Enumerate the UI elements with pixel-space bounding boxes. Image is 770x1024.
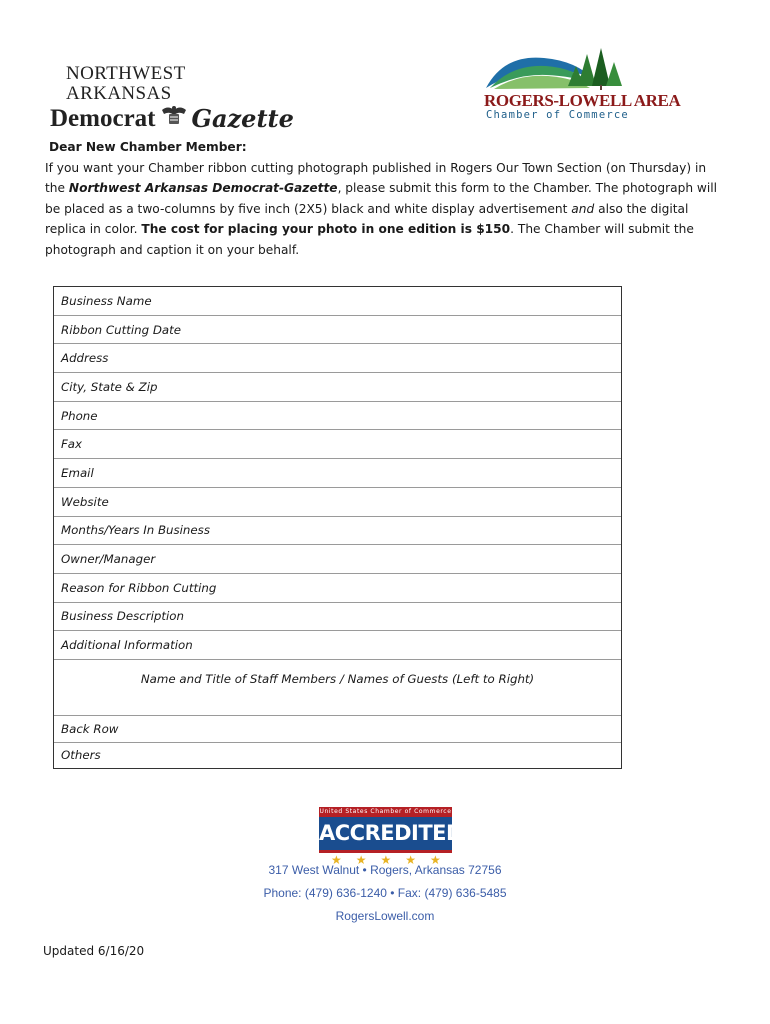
months-years-in-business-field[interactable] [54,517,621,546]
updated-date: Updated 6/16/20 [43,944,145,958]
ribbon-cutting-date-field[interactable] [54,316,621,345]
reason-for-ribbon-cutting-field[interactable] [54,574,621,603]
greeting: Dear New Chamber Member: [49,140,247,154]
newspaper-logo-top: NORTHWEST ARKANSAS [66,63,186,104]
phone-field[interactable] [54,402,621,431]
intro-paragraph [45,158,725,261]
chamber-logo-graphic-icon [482,44,652,94]
field-label: Others [61,748,101,763]
intro-part-2: , please submit this form to the Chamber. The photograph will be placed as a two-columns by five inch (2X5) black and white display advertisement [45,181,718,216]
badge-top-text: United States Chamber of Commerce [319,808,452,815]
accredited-badge [319,807,463,868]
cost-statement: The cost for placing your photo in one edition is $150 [141,222,511,236]
names-heading: Name and Title of Staff Members / Names of Guests (Left to Right) [140,671,535,686]
owner-manager-field[interactable] [54,545,621,574]
chamber-logo-name: ROGERS-LOWELL AREA [484,91,681,110]
fax-field[interactable] [54,430,621,459]
badge-main-text: ACCREDITED [319,817,452,853]
star-icon: ★★★★★ [331,853,455,867]
field-label: Months/Years In Business [61,523,210,538]
business-name-field[interactable] [54,287,621,316]
newspaper-logo-left-word: Democrat [50,104,156,132]
submission-form [53,286,622,769]
field-label: Business Description [61,609,184,624]
field-label: Phone [61,408,98,423]
intro-text [45,137,725,260]
field-label: Owner/Manager [61,552,156,567]
additional-information-field[interactable] [54,631,621,660]
field-label: Website [61,494,109,509]
chamber-logo [482,44,681,124]
field-label: Reason for Ribbon Cutting [61,580,217,595]
address-field[interactable] [54,344,621,373]
website-field[interactable] [54,488,621,517]
field-label: Back Row [61,721,119,736]
eagle-emblem-icon [161,104,187,133]
contact-phone-fax: Phone: (479) 636-1240 • Fax: (479) 636-5485 [263,886,507,900]
intro-part-1: If you want your Chamber ribbon cutting photograph published in Rogers Our Town Section (on Thursday) in the [45,160,707,195]
city-state-zip-field[interactable] [54,373,621,402]
names-heading-row [54,660,621,716]
newspaper-logo [50,63,294,133]
field-label: Address [61,351,109,366]
others-field[interactable] [54,743,621,768]
newspaper-name: Northwest Arkansas Democrat-Gazette [68,181,338,195]
field-label: Ribbon Cutting Date [61,322,182,337]
chamber-logo-subtitle: Chamber of Commerce [486,109,629,121]
and-word: and [571,201,595,216]
newspaper-logo-bottom [50,103,294,133]
intro-part-4: . The Chamber will submit the photograph and caption it on your behalf. [45,222,694,257]
field-label: Additional Information [61,638,193,653]
business-description-field[interactable] [54,603,621,632]
email-field[interactable] [54,459,621,488]
intro-part-3: also the digital replica in color. [45,201,689,236]
back-row-field[interactable] [54,716,621,743]
contact-address: 317 West Walnut • Rogers, Arkansas 72756 [268,863,502,877]
newspaper-logo-right-word: Gazette [191,103,294,133]
field-label: Business Name [61,293,152,308]
field-label: Fax [61,437,82,452]
field-label: Email [61,465,94,480]
contact-website[interactable]: RogersLowell.com [335,909,435,923]
field-label: City, State & Zip [61,379,158,394]
